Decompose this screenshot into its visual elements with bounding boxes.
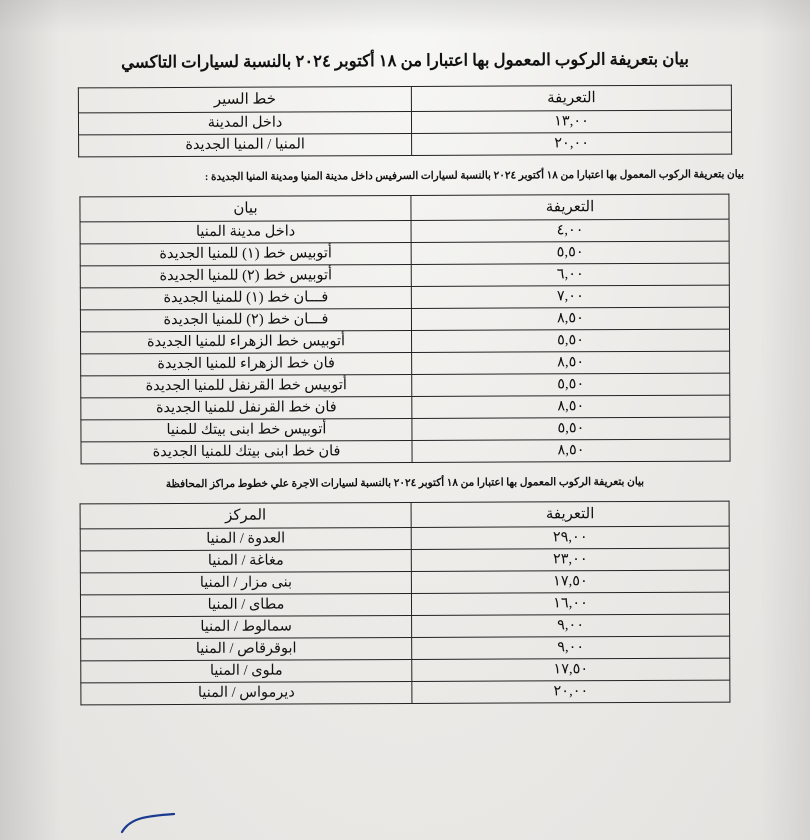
- cell-fare: ٩,٠٠: [412, 614, 730, 637]
- handwritten-mark-icon: [120, 812, 178, 838]
- cell-route: ديرمواس / المنيا: [81, 681, 412, 704]
- page-title: بيان بتعريفة الركوب المعمول بها اعتبارا من ١٨ أكتوبر ٢٠٢٤ بالنسبة لسيارات التاكسي: [121, 49, 689, 72]
- table-row: [80, 307, 729, 332]
- column-header-fare: التعريفة: [411, 501, 729, 527]
- table-row: [81, 373, 730, 398]
- cell-fare: ٨,٥٠: [412, 395, 730, 418]
- cell-fare: ٨,٥٠: [412, 351, 730, 374]
- table-row: [80, 570, 729, 595]
- table-row: [81, 680, 730, 705]
- cell-fare: ٧,٠٠: [411, 285, 729, 308]
- cell-fare: ٢٠,٠٠: [412, 680, 730, 703]
- cell-fare: ٩,٠٠: [412, 636, 730, 659]
- cell-route: فان خط ابنى بيتك للمنيا الجديدة: [81, 440, 412, 463]
- table-row: [80, 526, 729, 551]
- section-title-intercity: بيان بتعريفة الركوب المعمول بها اعتبارا من ١٨ أكتوبر ٢٠٢٤ بالنسبة لسيارات الاجرة علي خطوط مراكز المحافظة: [165, 476, 645, 491]
- cell-route: مطاى / المنيا: [80, 593, 411, 616]
- intercity-tariff-table-wrapper: [66, 502, 744, 704]
- cell-fare: ٥,٥٠: [412, 329, 730, 352]
- cell-route: داخل مدينة المنيا: [80, 220, 411, 243]
- cell-fare: ١٧,٥٠: [411, 570, 729, 593]
- cell-fare: ٦,٠٠: [411, 263, 729, 286]
- cell-fare: ٤,٠٠: [411, 219, 729, 242]
- table-row: [80, 285, 729, 310]
- table-row: [80, 548, 729, 573]
- cell-route: فان خط الزهراء للمنيا الجديدة: [81, 352, 412, 375]
- cell-route: ابوقرقاص / المنيا: [81, 637, 412, 660]
- service-tariff-table: [79, 194, 730, 465]
- cell-fare: ١٣,٠٠: [411, 110, 731, 133]
- cell-fare: ٢٣,٠٠: [411, 548, 729, 571]
- table-row: [81, 636, 730, 661]
- table-row: [81, 329, 730, 354]
- table-row: [79, 132, 732, 157]
- table-row: [81, 395, 730, 420]
- cell-route: أتوبيس خط الزهراء للمنيا الجديدة: [81, 330, 412, 353]
- cell-fare: ٥,٥٠: [412, 373, 730, 396]
- cell-route: العدوة / المنيا: [80, 527, 411, 550]
- cell-route: فـــان خط (١) للمنيا الجديدة: [80, 286, 411, 309]
- table-header-row: [78, 85, 731, 113]
- column-header-fare: التعريفة: [411, 194, 729, 220]
- table-row: [81, 351, 730, 376]
- table-header-row: [80, 501, 729, 529]
- cell-fare: ١٦,٠٠: [411, 592, 729, 615]
- cell-fare: ١٧,٥٠: [412, 658, 730, 681]
- cell-fare: ٨,٥٠: [412, 439, 730, 462]
- cell-route: أتوبيس خط (٢) للمنيا الجديدة: [80, 264, 411, 287]
- table-header-row: [80, 194, 729, 222]
- table-row: [81, 658, 730, 683]
- table-row: [80, 263, 729, 288]
- cell-route: المنيا / المنيا الجديدة: [79, 134, 412, 157]
- cell-route: داخل المدينة: [78, 112, 411, 135]
- service-tariff-table-wrapper: [66, 195, 744, 463]
- table-row: [81, 417, 730, 442]
- table-row: [80, 592, 729, 617]
- column-header-center: المركز: [80, 502, 411, 528]
- cell-fare: ٢٩,٠٠: [411, 526, 729, 549]
- cell-route: فان خط القرنفل للمنيا الجديدة: [81, 396, 412, 419]
- cell-route: أتوبيس خط (١) للمنيا الجديدة: [80, 242, 411, 265]
- cell-route: أتوبيس خط ابنى بيتك للمنيا: [81, 418, 412, 441]
- cell-route: مغاغة / المنيا: [80, 549, 411, 572]
- column-header-statement: بيان: [80, 195, 411, 221]
- table-row: [81, 439, 730, 464]
- column-header-route: خط السير: [78, 87, 411, 113]
- taxi-tariff-table: [78, 85, 732, 158]
- cell-route: أتوبيس خط القرنفل للمنيا الجديدة: [81, 374, 412, 397]
- column-header-fare: التعريفة: [411, 85, 731, 111]
- taxi-tariff-table-wrapper: [66, 86, 744, 156]
- cell-route: بنى مزار / المنيا: [80, 571, 411, 594]
- table-row: [80, 219, 729, 244]
- table-row: [80, 241, 729, 266]
- cell-fare: ٥,٥٠: [411, 241, 729, 264]
- intercity-tariff-table: [80, 500, 731, 705]
- cell-fare: ٥,٥٠: [412, 417, 730, 440]
- cell-fare: ٢٠,٠٠: [412, 132, 732, 155]
- section-title-service: بيان بتعريفة الركوب المعمول بها اعتبارا من ١٨ أكتوبر ٢٠٢٤ بالنسبة لسيارات السرفيس داخل مدينة المنيا ومدينة المنيا الجديدة :: [204, 169, 745, 184]
- cell-fare: ٨,٥٠: [411, 307, 729, 330]
- cell-route: ملوى / المنيا: [81, 659, 412, 682]
- cell-route: فـــان خط (٢) للمنيا الجديدة: [80, 308, 411, 331]
- table-row: [81, 614, 730, 639]
- table-row: [78, 110, 731, 135]
- cell-route: سمالوط / المنيا: [81, 615, 412, 638]
